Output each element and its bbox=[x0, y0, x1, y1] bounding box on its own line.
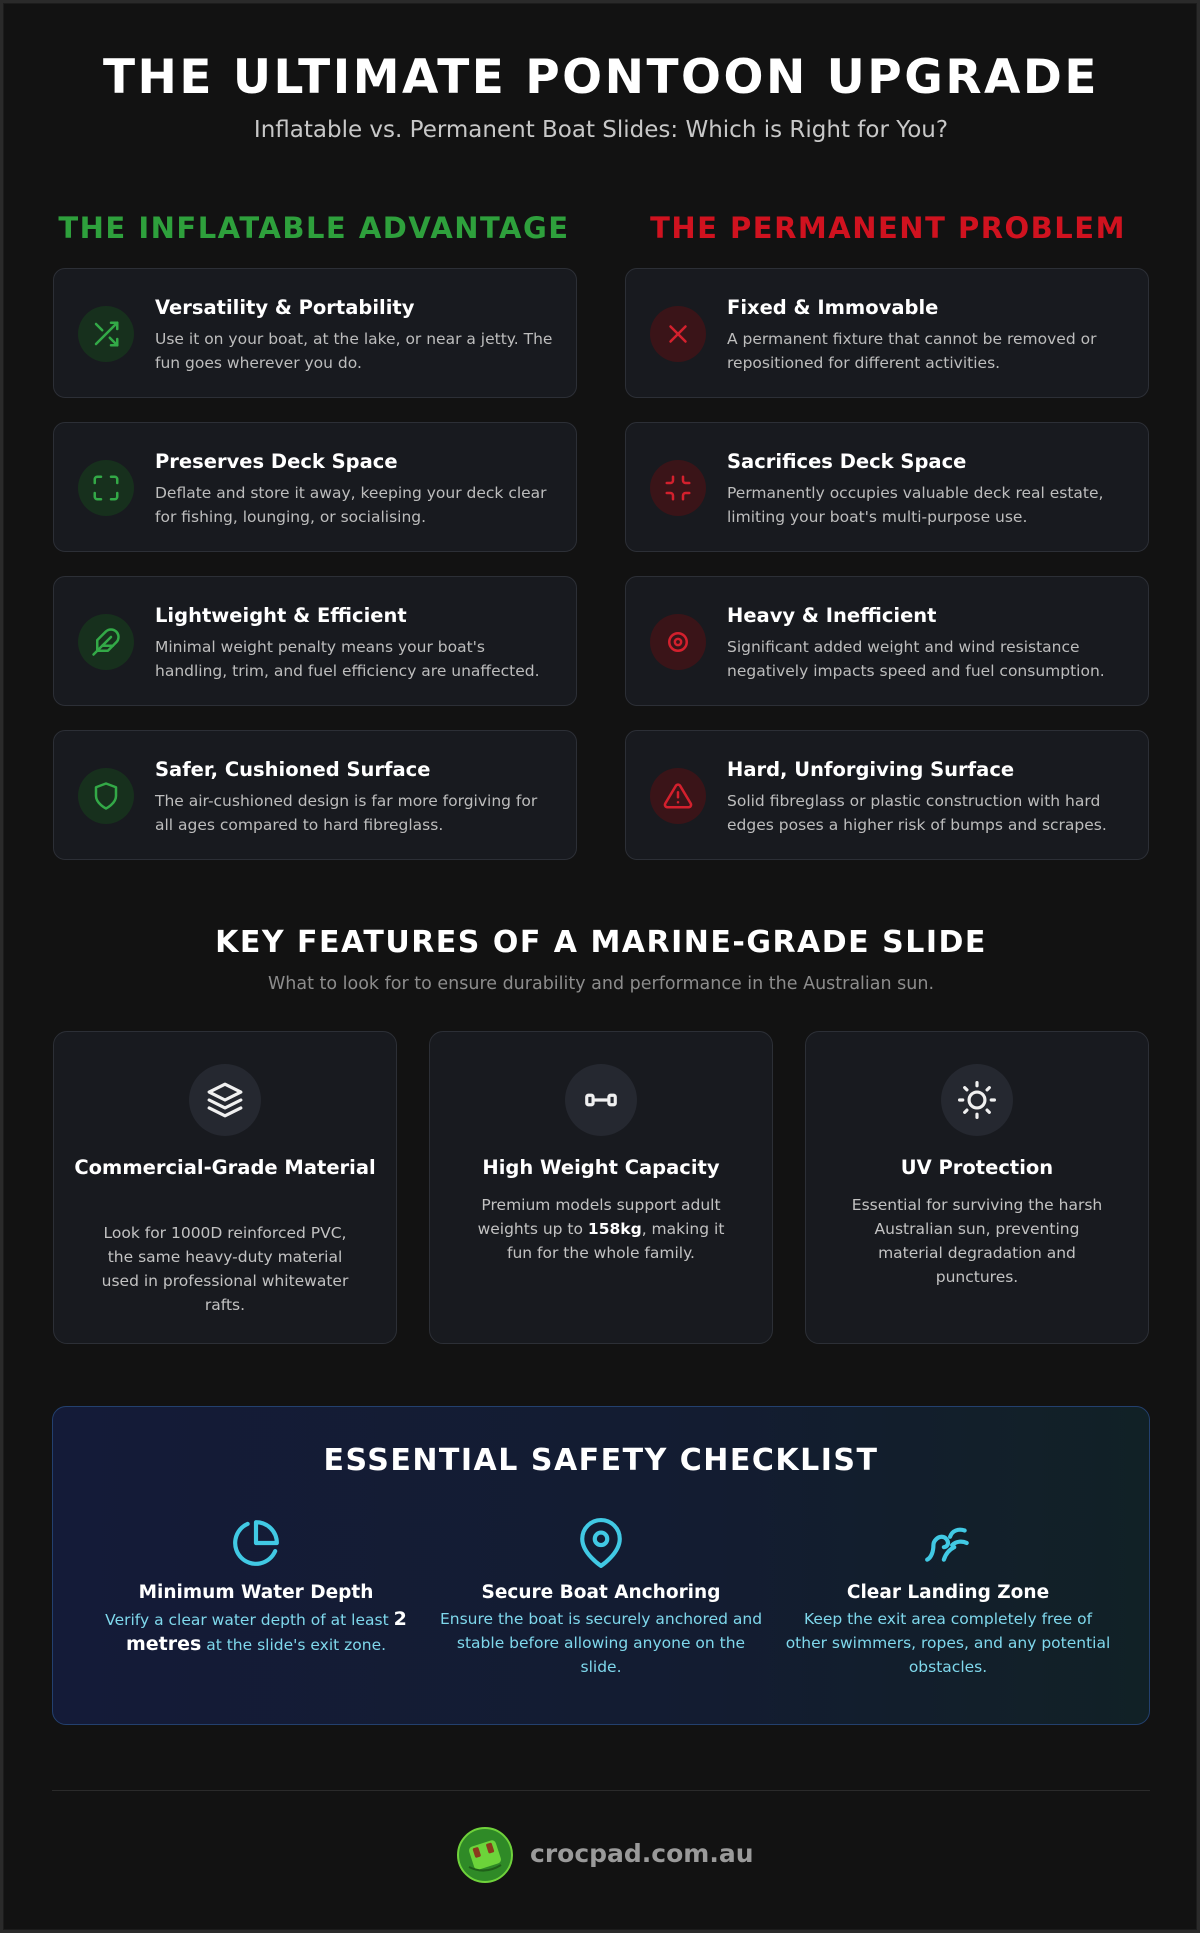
problem-description: A permanent fixture that cannot be removed or repositioned for different activities. bbox=[727, 330, 1097, 372]
page-title: THE ULTIMATE PONTOON UPGRADE bbox=[102, 50, 1100, 105]
advantage-title: Versatility & Portability bbox=[155, 296, 415, 319]
problem-description: Permanently occupies valuable deck real estate, limiting your boat's multi-purpose use. bbox=[727, 484, 1104, 526]
advantage-title: Safer, Cushioned Surface bbox=[155, 758, 431, 781]
footer-divider bbox=[52, 1790, 1150, 1791]
water-depth-value: 2 metres bbox=[125, 1608, 407, 1655]
safety-item-water-depth bbox=[91, 1517, 421, 1657]
map-pin-icon bbox=[575, 1517, 627, 1569]
pie-chart-icon bbox=[230, 1517, 282, 1569]
problem-title: Fixed & Immovable bbox=[727, 296, 939, 319]
feature-title: Commercial-Grade Material bbox=[74, 1156, 376, 1179]
infographic-page bbox=[3, 3, 1197, 1930]
advantage-title: Lightweight & Efficient bbox=[155, 604, 407, 627]
layers-icon bbox=[189, 1064, 261, 1136]
feature-description: Premium models support adult weights up to 158kg, making it fun for the whole family. bbox=[477, 1196, 725, 1262]
advantage-description: Minimal weight penalty means your boat's handling, trim, and fuel efficiency are unaffected. bbox=[155, 638, 540, 680]
problem-description: Solid fibreglass or plastic construction with hard edges poses a higher risk of bumps and scrapes. bbox=[727, 792, 1107, 834]
advantage-card-versatility bbox=[53, 268, 577, 398]
feature-description: Look for 1000D reinforced PVC, the same heavy-duty material used in professional whitewater rafts. bbox=[101, 1224, 349, 1314]
problem-title: Hard, Unforgiving Surface bbox=[727, 758, 1015, 781]
safety-item-title: Minimum Water Depth bbox=[138, 1582, 374, 1603]
safety-item-landing-zone bbox=[783, 1517, 1113, 1679]
problem-card-hard-surface bbox=[625, 730, 1149, 860]
feature-card-weight-capacity bbox=[429, 1031, 773, 1344]
feature-card-material bbox=[53, 1031, 397, 1344]
advantage-title: Preserves Deck Space bbox=[155, 450, 398, 473]
safety-item-description: Verify a clear water depth of at least 2 metres at the slide's exit zone. bbox=[105, 1608, 407, 1655]
problem-card-fixed bbox=[625, 268, 1149, 398]
footer-site-link[interactable]: crocpad.com.au bbox=[530, 1839, 754, 1868]
problem-title: Sacrifices Deck Space bbox=[727, 450, 967, 473]
safety-item-description: Ensure the boat is securely anchored and stable before allowing anyone on the slide. bbox=[439, 1610, 763, 1676]
crocpad-logo[interactable] bbox=[457, 1827, 513, 1883]
safety-item-anchoring bbox=[436, 1517, 766, 1679]
problem-card-heavy bbox=[625, 576, 1149, 706]
feature-title: High Weight Capacity bbox=[482, 1156, 720, 1179]
advantage-card-safer-surface bbox=[53, 730, 577, 860]
warning-icon bbox=[650, 768, 706, 824]
problem-title: Heavy & Inefficient bbox=[727, 604, 937, 627]
dumbbell-icon bbox=[565, 1064, 637, 1136]
problem-description: Significant added weight and wind resistance negatively impacts speed and fuel consumption. bbox=[727, 638, 1105, 680]
feature-card-uv-protection bbox=[805, 1031, 1149, 1344]
feather-icon bbox=[78, 614, 134, 670]
safety-item-title: Clear Landing Zone bbox=[846, 1582, 1050, 1603]
feature-description: Essential for surviving the harsh Australian sun, preventing material degradation and punctures. bbox=[851, 1196, 1103, 1286]
features-subtitle: What to look for to ensure durability and performance in the Australian sun. bbox=[267, 974, 935, 994]
advantage-card-deck-space bbox=[53, 422, 577, 552]
advantage-card-lightweight bbox=[53, 576, 577, 706]
safety-item-title: Secure Boat Anchoring bbox=[481, 1582, 721, 1603]
permanent-problem-heading: THE PERMANENT PROBLEM bbox=[650, 211, 1126, 245]
safety-title: ESSENTIAL SAFETY CHECKLIST bbox=[323, 1443, 879, 1478]
waves-icon bbox=[922, 1517, 974, 1569]
safety-item-description: Keep the exit area completely free of other swimmers, ropes, and any potential obstacles. bbox=[785, 1610, 1111, 1676]
weight-capacity-value: 158kg bbox=[587, 1220, 642, 1238]
advantage-description: The air-cushioned design is far more forgiving for all ages compared to hard fibreglass. bbox=[155, 792, 538, 834]
sun-icon bbox=[941, 1064, 1013, 1136]
weight-icon bbox=[650, 614, 706, 670]
shield-icon bbox=[78, 768, 134, 824]
feature-title: UV Protection bbox=[900, 1156, 1054, 1179]
page-subtitle: Inflatable vs. Permanent Boat Slides: Which is Right for You? bbox=[253, 117, 949, 143]
expand-icon bbox=[78, 460, 134, 516]
advantage-description: Deflate and store it away, keeping your deck clear for fishing, lounging, or socialising. bbox=[155, 484, 547, 526]
features-title: KEY FEATURES OF A MARINE-GRADE SLIDE bbox=[215, 925, 987, 960]
shrink-icon bbox=[650, 460, 706, 516]
inflatable-advantage-heading: THE INFLATABLE ADVANTAGE bbox=[58, 211, 570, 245]
shuffle-icon bbox=[78, 306, 134, 362]
safety-checklist-panel bbox=[52, 1406, 1150, 1725]
advantage-description: Use it on your boat, at the lake, or near a jetty. The fun goes wherever you do. bbox=[155, 330, 553, 372]
x-icon bbox=[650, 306, 706, 362]
problem-card-deck-space bbox=[625, 422, 1149, 552]
